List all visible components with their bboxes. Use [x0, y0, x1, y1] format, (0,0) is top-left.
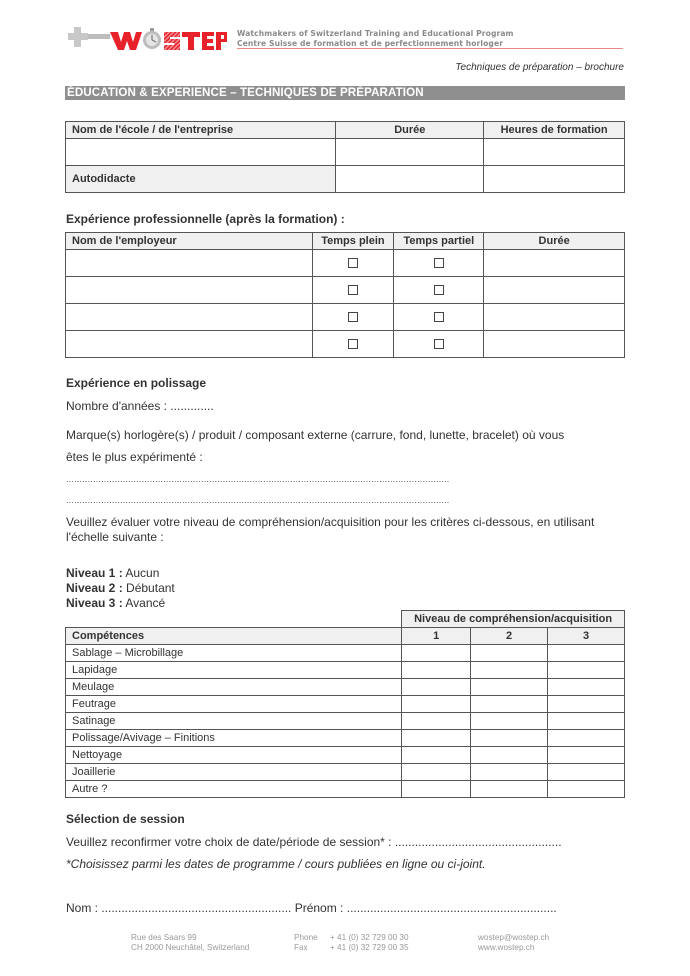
org-line-1: Watchmakers of Switzerland Training and Educational Program [237, 29, 514, 38]
table-row [66, 304, 625, 331]
part-time-checkbox[interactable] [434, 312, 444, 322]
col-header-full-time: Temps plein [312, 233, 394, 250]
level-1-cell[interactable] [402, 747, 471, 764]
part-time-checkbox[interactable] [434, 285, 444, 295]
level-1-cell[interactable] [402, 679, 471, 696]
level-2-cell[interactable] [471, 713, 548, 730]
table-row [66, 781, 625, 798]
footer-contact-numbers [330, 933, 409, 953]
brand-question-line-2: êtes le plus expérimenté : [66, 450, 203, 464]
duration-cell[interactable] [484, 277, 625, 304]
evaluation-instructions-line-1: Veuillez évaluer votre niveau de compréhension/acquisition pour les critères ci-dessous, en utilisant [66, 515, 595, 529]
col-header-school: Nom de l'école / de l'entreprise [66, 122, 336, 139]
session-title: Sélection de session [66, 812, 185, 826]
col-header-employer: Nom de l'employeur [66, 233, 313, 250]
table-header-row [66, 233, 625, 250]
level-1-cell[interactable] [402, 730, 471, 747]
full-time-checkbox[interactable] [348, 258, 358, 268]
col-group-header-level: Niveau de compréhension/acquisition [402, 611, 625, 628]
level-3-cell[interactable] [548, 781, 625, 798]
table-row [66, 730, 625, 747]
competence-label: Autre ? [66, 781, 402, 798]
level-2-cell[interactable] [471, 764, 548, 781]
competence-label: Meulage [66, 679, 402, 696]
level-3-cell[interactable] [548, 696, 625, 713]
group-header-row [66, 611, 625, 628]
level-1-cell[interactable] [402, 781, 471, 798]
employer-cell[interactable] [66, 277, 313, 304]
competence-label: Joaillerie [66, 764, 402, 781]
brand-answer-line-2[interactable]: .............................................................................................................................................. [66, 495, 450, 505]
training-hours-cell[interactable] [484, 166, 625, 193]
level-1-cell[interactable] [402, 764, 471, 781]
section-title-bar [65, 86, 625, 100]
competence-label: Feutrage [66, 696, 402, 713]
duration-cell[interactable] [484, 304, 625, 331]
full-time-checkbox[interactable] [348, 312, 358, 322]
name-firstname-field[interactable]: Nom : ......................................................... Prénom : ............................................................... [66, 901, 557, 915]
col-header-duration: Durée [484, 233, 625, 250]
table-row [66, 277, 625, 304]
level-2-cell[interactable] [471, 662, 548, 679]
table-row [66, 662, 625, 679]
experience-table [65, 232, 625, 358]
competence-label: Polissage/Avivage – Finitions [66, 730, 402, 747]
duration-cell[interactable] [484, 250, 625, 277]
table-row [66, 139, 625, 166]
wostep-logo-icon [66, 24, 228, 52]
level-2-cell[interactable] [471, 696, 548, 713]
section-title: ÉDUCATION & EXPERIENCE – TECHNIQUES DE PRÉPARATION [67, 86, 424, 99]
address-line-1: Rue des Saars 99 [131, 933, 197, 942]
level-1-cell[interactable] [402, 696, 471, 713]
email-link[interactable]: wostep@wostep.ch [478, 933, 550, 942]
table-row [66, 250, 625, 277]
col-header-duration: Durée [336, 122, 484, 139]
duration-cell[interactable] [336, 139, 484, 166]
col-header-part-time: Temps partiel [394, 233, 484, 250]
school-name-cell[interactable] [66, 139, 336, 166]
level-2 [66, 581, 175, 595]
competence-label: Nettoyage [66, 747, 402, 764]
level-2-cell[interactable] [471, 730, 548, 747]
footer-address [131, 933, 249, 953]
level-3-cell[interactable] [548, 645, 625, 662]
competence-label: Sablage – Microbillage [66, 645, 402, 662]
table-row [66, 331, 625, 358]
level-value: Débutant [126, 581, 175, 595]
address-line-2: CH 2000 Neuchâtel, Switzerland [131, 943, 250, 952]
level-3 [66, 596, 165, 610]
fax-number: + 41 (0) 32 729 00 35 [330, 943, 409, 952]
document-subtitle: Techniques de préparation – brochure [455, 62, 624, 73]
level-value: Aucun [125, 566, 160, 580]
self-taught-label: Autodidacte [66, 166, 336, 193]
competence-label: Lapidage [66, 662, 402, 679]
employer-cell[interactable] [66, 304, 313, 331]
col-header-level-1: 1 [402, 628, 471, 645]
header-divider [237, 48, 623, 49]
fax-label: Fax [294, 943, 308, 952]
session-confirm-field[interactable]: Veuillez reconfirmer votre choix de date/période de session* : .................................................. [66, 835, 562, 849]
level-label: Niveau 1 : [66, 566, 123, 580]
table-header-row [66, 122, 625, 139]
col-header-level-2: 2 [471, 628, 548, 645]
session-note: *Choisissez parmi les dates de programme / cours publiées en ligne ou ci-joint. [66, 857, 486, 871]
competences-table [65, 610, 625, 798]
level-3-cell[interactable] [548, 713, 625, 730]
level-2-cell[interactable] [471, 747, 548, 764]
table-row [66, 645, 625, 662]
table-row [66, 713, 625, 730]
table-row [66, 764, 625, 781]
employer-cell[interactable] [66, 331, 313, 358]
table-row [66, 696, 625, 713]
level-label: Niveau 2 : [66, 581, 123, 595]
full-time-checkbox[interactable] [348, 285, 358, 295]
level-1-cell[interactable] [402, 645, 471, 662]
level-2-cell[interactable] [471, 679, 548, 696]
level-3-cell[interactable] [548, 662, 625, 679]
part-time-checkbox[interactable] [434, 258, 444, 268]
training-hours-cell[interactable] [484, 139, 625, 166]
level-3-cell[interactable] [548, 747, 625, 764]
footer-web [478, 933, 549, 953]
experience-title: Expérience professionnelle (après la formation) : [66, 212, 345, 226]
level-1-cell[interactable] [402, 662, 471, 679]
level-1-cell[interactable] [402, 713, 471, 730]
brand-answer-line-1[interactable]: .............................................................................................................................................. [66, 474, 450, 484]
website-link[interactable]: www.wostep.ch [478, 943, 535, 952]
table-row [66, 166, 625, 193]
level-label: Niveau 3 : [66, 596, 123, 610]
col-header-level-3: 3 [548, 628, 625, 645]
level-3-cell[interactable] [548, 679, 625, 696]
level-value: Avancé [125, 596, 166, 610]
level-3-cell[interactable] [548, 764, 625, 781]
brand-question-line-1: Marque(s) horlogère(s) / produit / composant externe (carrure, fond, lunette, bracelet) où vous [66, 428, 565, 442]
level-2-cell[interactable] [471, 781, 548, 798]
level-1 [66, 566, 159, 580]
org-line-2: Centre Suisse de formation et de perfectionnement horloger [237, 39, 504, 48]
col-header-training-hours: Heures de formation [484, 122, 625, 139]
evaluation-instructions-line-2: l'échelle suivante : [66, 530, 164, 544]
footer-contact-labels [294, 933, 318, 953]
employer-cell[interactable] [66, 250, 313, 277]
table-row [66, 747, 625, 764]
part-time-checkbox[interactable] [434, 339, 444, 349]
phone-number: + 41 (0) 32 729 00 30 [330, 933, 409, 942]
years-field[interactable]: Nombre d'années : ............. [66, 399, 214, 413]
col-header-competences: Compétences [66, 628, 402, 645]
duration-cell[interactable] [336, 166, 484, 193]
phone-label: Phone [294, 933, 318, 942]
level-2-cell[interactable] [471, 645, 548, 662]
polishing-title: Expérience en polissage [66, 376, 207, 390]
organization-name [237, 29, 514, 49]
duration-cell[interactable] [484, 331, 625, 358]
level-3-cell[interactable] [548, 730, 625, 747]
education-table [65, 121, 625, 193]
table-row [66, 679, 625, 696]
full-time-checkbox[interactable] [348, 339, 358, 349]
wostep-logo [66, 24, 228, 52]
table-header-row [66, 628, 625, 645]
competence-label: Satinage [66, 713, 402, 730]
